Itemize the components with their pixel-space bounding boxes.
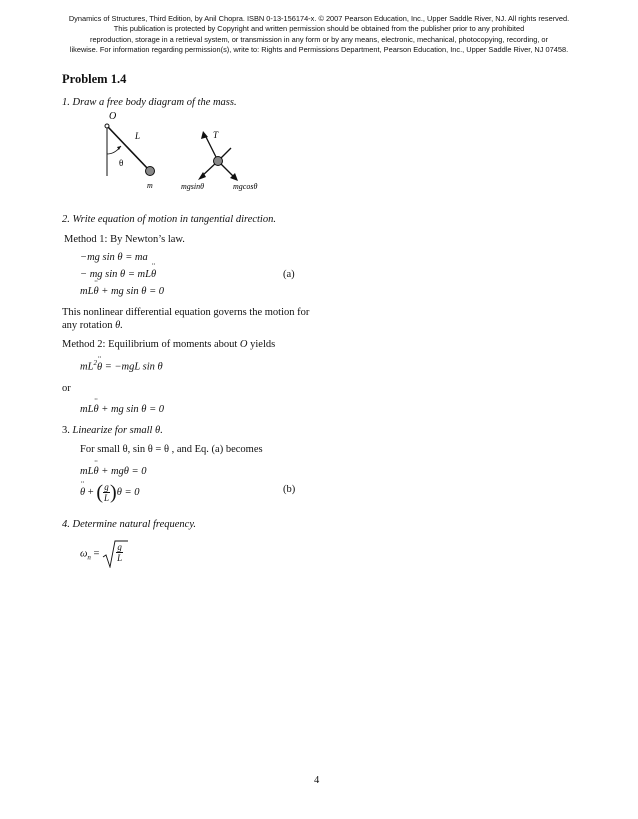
g-over-L-sqrt-fraction <box>116 542 123 563</box>
step-3-heading <box>62 425 163 436</box>
equation-a-3 <box>80 286 164 297</box>
label-T: T <box>213 130 219 140</box>
copyright-line-3: reproduction, storage in a retrieval system, or transmission in any form or by any means, electronic, mechanical, photocopying, recording, or <box>89 34 549 44</box>
fraction-denominator: L <box>104 493 110 503</box>
equation-b-2-plus: + <box>85 486 97 498</box>
equation-moment-1 <box>80 359 163 373</box>
copyright-line-1: Dynamics of Structures, Third Edition, by Anil Chopra. ISBN 0-13-156174-x. © 2007 Pearson Education, Inc., Upper Saddle River, NJ. All rights reserved. <box>68 14 570 23</box>
label-O: O <box>109 111 117 122</box>
label-theta: θ <box>119 158 124 168</box>
copyright-line-4: likewise. For information regarding permission(s), write to: Rights and Permissions Department, Pearson Education, Inc., Upper Saddle River, NJ 07458. <box>69 45 569 55</box>
equation-a-2 <box>80 269 156 280</box>
equation-b-2-theta-ddot: ¨ θ <box>80 487 85 498</box>
equation-moment-1-left: mL <box>80 361 94 373</box>
label-mgcos: mgcosθ <box>233 182 258 191</box>
method-2-pre: Method 2: Equilibrium of moments about <box>62 339 240 350</box>
right-paren: ) <box>110 481 117 504</box>
copyright-notice <box>0 14 638 56</box>
equation-moment-1-right: = −mgL sin θ <box>102 361 163 373</box>
pendulum-rod <box>108 127 149 170</box>
free-body-diagram <box>95 110 295 195</box>
sqrt-denominator: L <box>117 553 123 563</box>
g-over-L-fraction <box>103 482 110 503</box>
equals-sign: = <box>90 548 103 560</box>
page-number: 4 <box>314 775 320 786</box>
equation-a-3-right: + mg sin θ = 0 <box>98 286 165 297</box>
free-body-mass <box>214 157 223 166</box>
paragraph-line-2 <box>62 320 123 331</box>
equation-moment-1-theta-ddot: ¨ θ <box>97 362 102 373</box>
or-text: or <box>62 383 71 394</box>
small-theta-text: For small θ, sin θ = θ , and Eq. (a) becomes <box>80 444 263 455</box>
equation-b-2 <box>80 482 139 503</box>
natural-frequency-equation <box>80 540 128 570</box>
equation-b-1-left: mL <box>80 466 94 477</box>
equation-a-2-left: − mg sin θ = mL <box>80 269 151 280</box>
label-L: L <box>135 131 141 141</box>
equation-moment-2-left: mL <box>80 404 94 415</box>
step-3-number: 3. <box>62 425 73 436</box>
method-1-text: Method 1: By Newton’s law. <box>64 234 185 245</box>
omega-symbol: ω <box>80 548 88 560</box>
equation-a-3-left: mL <box>80 286 94 297</box>
equation-a-2-theta-ddot: ¨ θ <box>151 269 156 280</box>
equation-b-1 <box>80 466 147 477</box>
label-mgsin: mgsinθ <box>181 182 205 191</box>
step-1-heading: 1. Draw a free body diagram of the mass. <box>62 97 237 108</box>
paragraph-line-1: This nonlinear differential equation governs the motion for <box>62 307 310 318</box>
equation-moment-2 <box>80 404 164 415</box>
square-root <box>102 540 128 568</box>
step-2-heading: 2. Write equation of motion in tangential direction. <box>62 214 276 225</box>
problem-title: Problem 1.4 <box>62 72 127 86</box>
fraction-numerator: g <box>104 482 109 492</box>
step-4-heading: 4. Determine natural frequency. <box>62 519 197 530</box>
paragraph-line-2-text: any rotation <box>62 320 116 331</box>
copyright-line-2: This publication is protected by Copyright and written permission should be obtained from the publisher prior to any prohibited <box>113 24 525 34</box>
step-3-title: Linearize for small θ. <box>72 425 163 436</box>
equation-b-2-right: θ = 0 <box>116 486 140 498</box>
equation-a-1: −mg sin θ = ma <box>80 252 148 263</box>
equation-b-1-theta-ddot: ¨ θ <box>93 466 98 477</box>
omega-subscript: n <box>87 553 91 562</box>
equation-b-1-right: + mgθ = 0 <box>98 466 147 477</box>
equation-moment-1-sup: 2 <box>93 359 97 367</box>
equation-a-3-theta-ddot: ¨ θ <box>93 286 98 297</box>
method-2-post: yields <box>247 339 276 350</box>
equation-label-a: (a) <box>283 269 295 280</box>
left-paren: ( <box>96 481 104 504</box>
method-2-O: O <box>239 339 248 350</box>
equation-label-b: (b) <box>283 484 296 495</box>
sqrt-numerator: g <box>117 542 122 552</box>
equation-moment-2-right: + mg sin θ = 0 <box>98 404 165 415</box>
paragraph-line-2-theta: θ. <box>115 320 123 331</box>
pendulum-mass <box>146 167 155 176</box>
method-2-text <box>62 339 275 350</box>
radical-sign-icon <box>102 540 128 568</box>
label-m: m <box>147 181 153 190</box>
equation-moment-2-theta-ddot: ¨ θ <box>93 404 98 415</box>
